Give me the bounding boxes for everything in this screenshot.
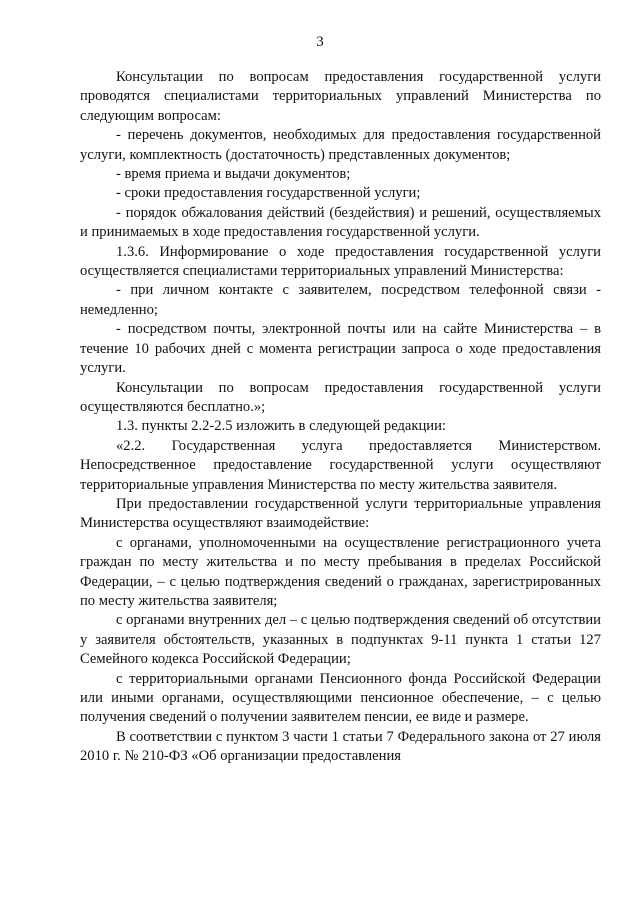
paragraph-consultations-intro: Консультации по вопросам предоставления государственной услуги проводятся специалистами территориальных управлений Министерства по следующим вопросам:: [80, 69, 601, 124]
paragraph-list-documents: - перечень документов, необходимых для предоставления государственной услуги, комплектность (достаточность) представленных документов;: [80, 127, 601, 163]
paragraph-2-2: «2.2. Государственная услуга предоставляется Министерством. Непосредственное предоставление государственной услуги осуществляют территориальные управления Министерства по месту жительства заявителя.: [80, 437, 601, 493]
paragraph-pension-fund: с территориальными органами Пенсионного фонда Российской Федерации или иными органами, осуществляющими пенсионное обеспечение, – с целью получения сведений о получении заявителем пенсии, ее виде и размере.: [80, 670, 601, 726]
paragraph-free-consultations: Консультации по вопросам предоставления государственной услуги осуществляются бесплатно.»;: [80, 379, 601, 415]
paragraph-1-3-6: 1.3.6. Информирование о ходе предоставления государственной услуги осуществляется специалистами территориальных управлений Министерства:: [80, 243, 601, 280]
paragraph-list-time: - время приема и выдачи документов;: [116, 166, 351, 183]
paragraph-internal-affairs: с органами внутренних дел – с целью подтверждения сведений об отсутствии у заявителя обстоятельств, указанных в подпунктах 9-11 пункта 1 статьи 127 Семейного кодекса Российской Федерации;: [80, 612, 601, 668]
paragraph-federal-law: В соответствии с пунктом 3 части 1 статьи 7 Федерального закона от 27 июля 2010 г. № 210-ФЗ «Об организации предоставления: [80, 728, 601, 765]
paragraph-1-3-amendment: 1.3. пункты 2.2-2.5 изложить в следующей редакции:: [116, 418, 446, 435]
paragraph-personal-contact: - при личном контакте с заявителем, посредством телефонной связи - немедленно;: [80, 282, 601, 318]
paragraph-interaction-intro: При предоставлении государственной услуги территориальные управления Министерства осуществляют взаимодействие:: [80, 495, 601, 532]
document-body: [80, 68, 601, 767]
paragraph-mail-contact: - посредством почты, электронной почты или на сайте Министерства – в течение 10 рабочих дней с момента регистрации запроса о ходе предоставления услуги.: [80, 321, 601, 377]
paragraph-registration-bodies: с органами, уполномоченными на осуществление регистрационного учета граждан по месту жительства и по месту пребывания в пределах Российской Федерации, – с целью подтверждения сведений о гражданах, зарегистрированных по месту жительства заявителя;: [80, 534, 601, 609]
page-number: 3: [316, 34, 324, 50]
paragraph-list-terms: - сроки предоставления государственной услуги;: [116, 185, 421, 202]
paragraph-list-appeal: - порядок обжалования действий (бездействия) и решений, осуществляемых и принимаемых в ходе предоставления государственной услуги.: [80, 204, 601, 241]
